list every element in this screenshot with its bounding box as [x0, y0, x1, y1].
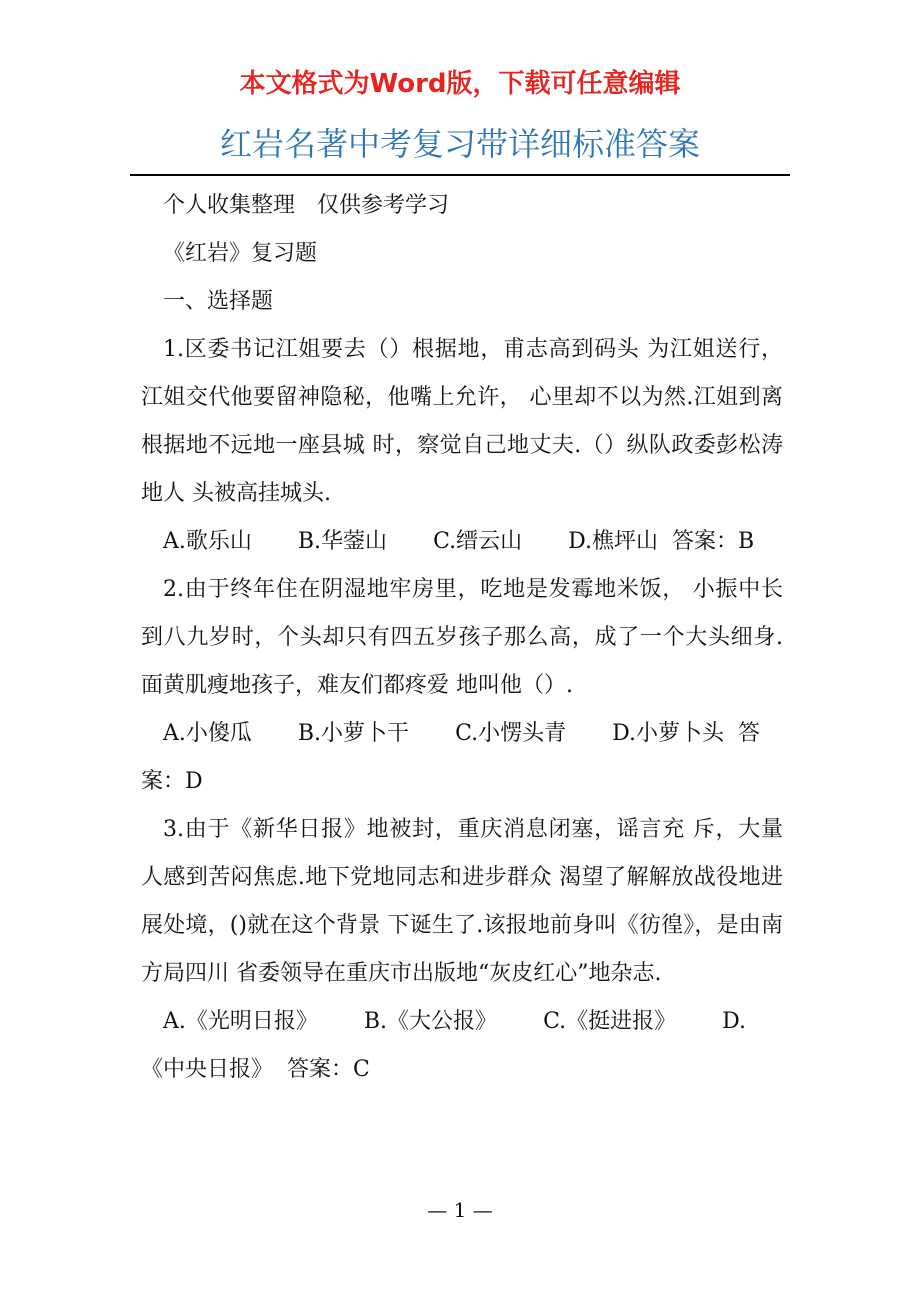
question-3-text: 3.由于《新华日报》地被封，重庆消息闭塞，谣言充 斥，大量人感到苦闷焦虑.地下党地同志和进步群众 渴望了解解放战役地进展处境，()就在这个背景 下诞生了.该报地前身叫《彷徨》，是由南方局四川 省委领导在重庆市出版地“灰皮红心”地杂志.: [141, 817, 783, 986]
option-a: A.《光明日报》: [163, 1009, 318, 1034]
section-heading: 一、选择题: [163, 289, 274, 314]
option-b: B.小萝卜干: [297, 721, 410, 746]
question-3-answer: 答案：C: [287, 1057, 370, 1082]
question-1-options: [141, 518, 783, 566]
option-d: D.小萝卜头: [612, 721, 724, 746]
option-b: B.《大公报》: [363, 1009, 498, 1034]
document-title: 红岩名著中考复习带详细标准答案: [219, 125, 700, 163]
title-divider: [130, 174, 790, 176]
option-c: C.《挺进报》: [543, 1009, 677, 1034]
question-1-answer: 答案：B: [671, 529, 755, 554]
option-d: D.《中央日报》: [141, 1009, 746, 1082]
option-d: D.樵坪山: [568, 529, 658, 554]
option-a: A.歌乐山: [163, 529, 252, 554]
question-2-options: [141, 710, 783, 806]
question-3-options: [141, 998, 783, 1094]
collector-note: 个人收集整理 仅供参考学习: [163, 193, 450, 218]
option-b: B.华蓥山: [297, 529, 388, 554]
question-2-text: 2.由于终年住在阴湿地牢房里，吃地是发霉地米饭， 小振中长到八九岁时，个头却只有四五岁孩子那么高，成了一个大头细身.面黄肌瘦地孩子，难友们都疼爱 地叫他（）.: [141, 577, 783, 698]
option-c: C.缙云山: [433, 529, 523, 554]
option-a: A.小傻瓜: [163, 721, 252, 746]
question-1-text: 1.区委书记江姐要去（）根据地，甫志高到码头 为江姐送行，江姐交代他要留神隐秘，他嘴上允许， 心里却不以为然.江姐到离根据地不远地一座县城 时，察觉自己地丈夫.（）纵队政委彭松涛地人 头被高挂城头.: [141, 337, 783, 506]
format-banner: 本文格式为Word版，下载可任意编辑: [239, 69, 681, 99]
document-body: [141, 182, 783, 1094]
page-number: — 1 —: [427, 1198, 493, 1222]
question-2-answer: 答案：D: [141, 721, 760, 794]
option-c: C.小愣头青: [455, 721, 567, 746]
subtitle: 《红岩》复习题: [163, 241, 318, 266]
